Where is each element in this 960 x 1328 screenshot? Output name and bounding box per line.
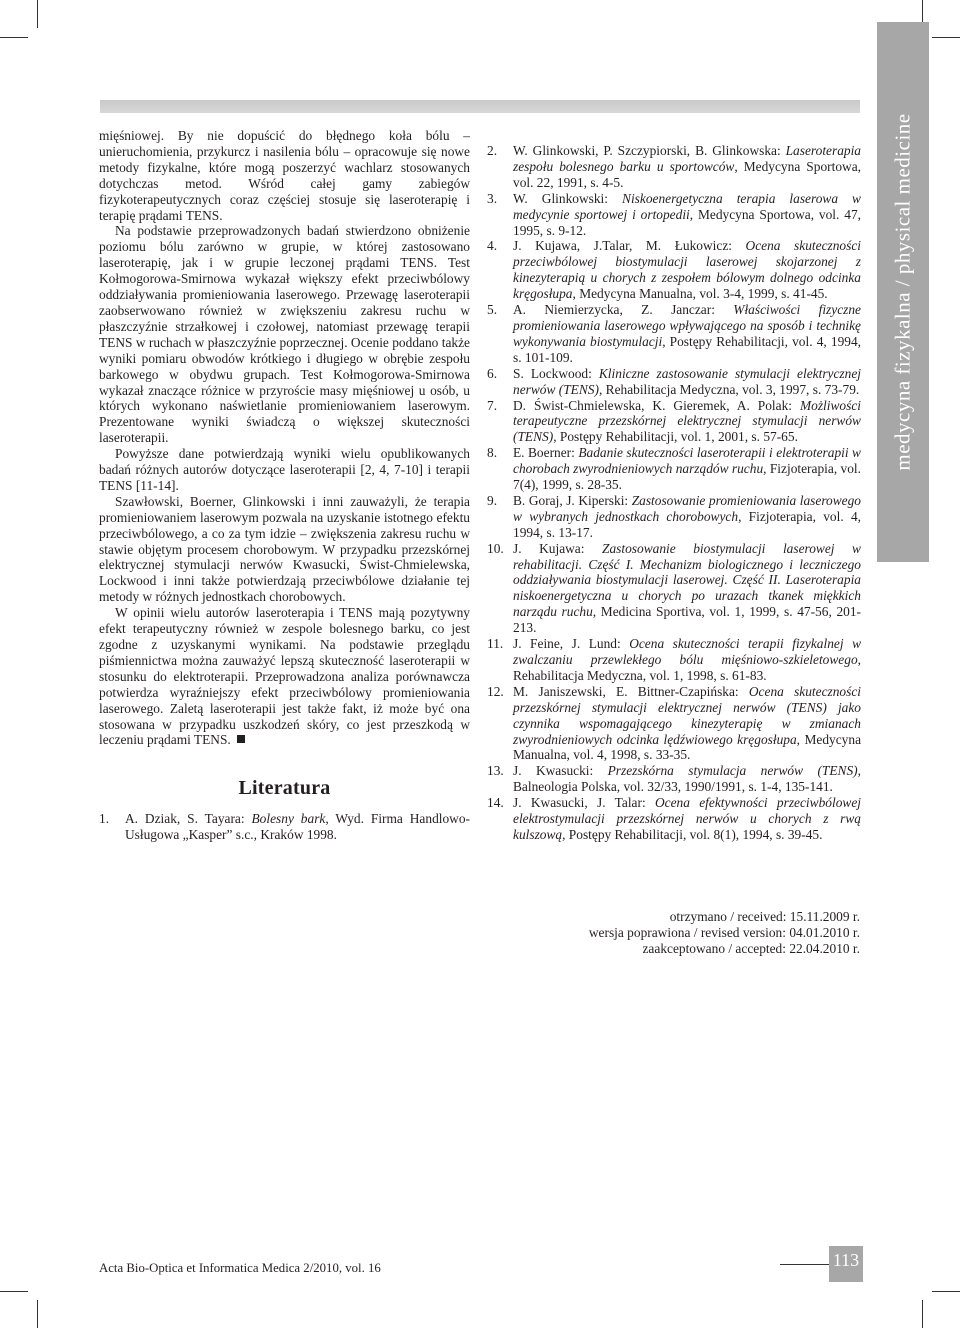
reference-item	[487, 398, 861, 446]
date-revised: wersja poprawiona / revised version: 04.01.2010 r.	[588, 924, 860, 940]
body-paragraph: Szawłowski, Boerner, Glinkowski i inni zauważyli, że terapia promieniowaniem laserowym pozwala na uzyskanie istotnego efektu przeciwbólowego, a co za tym idzie – zwiększenia zakresu ruchu w stawie objętym procesem chorobowym. W przypadku przezskórnej elektrycznej stymulacji nerwów Kwasucki, Świst-Chmielewska, Lockwood i inni także potwierdzają przeciwbólowe działanie tej metody w różnych jednostkach chorobowych.	[99, 493, 470, 605]
reference-number: 3.	[487, 190, 498, 206]
reference-item	[99, 811, 470, 843]
reference-item	[487, 684, 861, 764]
literature-heading: Literatura	[238, 777, 331, 800]
reference-text: W. Glinkowski: Niskoenergetyczna terapia laserowa w medycynie sportowej i ortopedii, Medycyna Sportowa, vol. 47, 1995, s. 9-12.	[513, 190, 861, 238]
reference-text: J. Kujawa, J.Talar, M. Łukowicz: Ocena skuteczności przeciwbólowej biostymulacji laserowej skojarzonej z kinezyterapią u chorych z zespołem bólowym dolnego odcinka kręgosłupa, Medycyna Manualna, vol. 3-4, 1999, s. 41-45.	[513, 238, 861, 302]
reference-text: J. Kwasucki, J. Talar: Ocena efektywności przeciwbólowej elektrostymulacji przezskórnej nerwów u chorych z rwą kulszową, Postępy Rehabilitacji, vol. 8(1), 1994, s. 39-45.	[513, 795, 861, 842]
reference-list	[487, 143, 861, 843]
crop-mark	[922, 1300, 923, 1328]
journal-footer: Acta Bio-Optica et Informatica Medica 2/2010, vol. 16	[99, 1261, 381, 1275]
reference-item	[487, 795, 861, 843]
reference-number: 10.	[487, 540, 504, 556]
crop-mark	[0, 1291, 28, 1292]
reference-number: 6.	[487, 365, 498, 381]
date-received: otrzymano / received: 15.11.2009 r.	[669, 909, 860, 924]
reference-number: 14.	[487, 795, 504, 811]
crop-mark	[932, 37, 960, 38]
reference-number: 5.	[487, 302, 498, 318]
page-number-box	[829, 1246, 863, 1282]
reference-item	[487, 493, 861, 541]
section-tab	[877, 22, 929, 562]
crop-mark	[37, 1300, 38, 1328]
crop-mark	[37, 0, 38, 28]
reference-text: J. Feine, J. Lund: Ocena skuteczności terapii fizykalnej w zwalczaniu przewlekłego bólu mięśniowo-szkieletowego, Rehabilitacja Medyczna, vol. 1, 1998, s. 61-83.	[513, 636, 861, 683]
reference-item	[487, 763, 861, 795]
reference-text: S. Lockwood: Kliniczne zastosowanie stymulacji elektrycznej nerwów (TENS), Rehabilitacja Medyczna, vol. 3, 1997, s. 73-79.	[513, 365, 861, 397]
reference-item	[487, 238, 861, 302]
header-bar	[100, 100, 860, 113]
reference-text: J. Kwasucki: Przezskórna stymulacja nerwów (TENS), Balneologia Polska, vol. 32/33, 1990/1991, s. 1-4, 135-141.	[513, 763, 861, 795]
reference-text: M. Janiszewski, E. Bittner-Czapińska: Ocena skuteczności przezskórnej stymulacji elektrycznej nerwów (TENS) jako czynnika wspomagającego kinezyterapię w zmianach zwyrodnieniowych odcinka lędźwiowego kręgosłupa, Medycyna Manualna, vol. 4, 1998, s. 33-35.	[513, 683, 862, 763]
reference-number: 2.	[487, 143, 498, 158]
body-paragraph-text: W opinii wielu autorów laseroterapia i TENS mają pozytywny efekt terapeutyczny również w zespole bolesnego barku, co jest zgodne z uzyskanymi wynikami. Na podstawie przeglądu piśmiennictwa można zauważyć lepszą skuteczność laseroterapii w stosunku do elektroterapii. Przeprowadzona analiza porównawcza potwierdza wyraźniejszy efekt przeciwbólowy promieniowania laserowego. Zaletą laseroterapii jest także fakt, iż może być ona stosowana w przypadku uszkodzeń skóry, co jest przeszkodą w leczeniu prądami TENS.	[99, 605, 470, 748]
reference-text: J. Kujawa: Zastosowanie biostymulacji laserowej w rehabilitacji. Część I. Mechanizm biologicznego i leczniczego oddziaływania biostymulacji laserowej. Część II. Laseroterapia niskoenergetyczna u chorych po urazach tkanek miękkich narządu ruchu, Medicina Sportiva, vol. 1, 1999, s. 47-56, 201-213.	[513, 540, 861, 636]
page-number: 113	[832, 1250, 860, 1270]
section-tab-label: medycyna fizykalna / physical medicine	[890, 113, 915, 471]
reference-list	[99, 811, 470, 843]
reference-item	[487, 541, 861, 636]
reference-text: B. Goraj, J. Kiperski: Zastosowanie promieniowania laserowego w wybranych jednostkach chorobowych, Fizjoterapia, vol. 4, 1994, s. 13-17.	[513, 492, 861, 540]
reference-number: 7.	[487, 397, 498, 413]
reference-number: 1.	[99, 811, 110, 827]
article-dates	[520, 909, 860, 957]
date-accepted: zaakceptowano / accepted: 22.04.2010 r.	[642, 940, 860, 956]
reference-text: D. Świst-Chmielewska, K. Gieremek, A. Polak: Możliwości terapeutyczne przezskórnej elektrycznej stymulacji nerwów (TENS), Postępy Rehabilitacji, vol. 1, 2001, s. 57-65.	[513, 397, 861, 445]
reference-item	[487, 143, 861, 191]
reference-number: 4.	[487, 238, 498, 254]
reference-item	[487, 191, 861, 239]
right-column	[487, 143, 861, 843]
reference-number: 12.	[487, 683, 504, 699]
reference-item	[487, 636, 861, 684]
reference-number: 9.	[487, 492, 498, 508]
body-paragraph: Na podstawie przeprowadzonych badań stwierdzono obniżenie poziomu bólu zarówno w grupie, w której zastosowano laseroterapię, jak i w grupie leczonej prądami TENS. Test Kołmogorowa-Smirnowa wykazał większy efekt przeciwbólowy oddziaływania promieniowania laserowego. Przewagę laseroterapii zaobserwowano również w zwiększeniu zakresu ruchu w płaszczyźnie strzałkowej i czołowej, natomiast przewagę terapii TENS w ruchach w płaszczyźnie poprzecznej. Ocenie poddano także wyniki pomiaru obwodów krótkiego i długiego w obrębie zespołu barkowego w obydwu grupach. Test Kołmogorowa-Smirnowa wykazał znaczące różnice w przyroście masy mięśniowej u osób, u których wykonano naświetlanie promieniowaniem laserowym. Prezentowane wyniki świadczą o większej skuteczności laseroterapii.	[99, 223, 470, 446]
end-mark-icon	[237, 735, 245, 743]
reference-number: 8.	[487, 445, 498, 461]
reference-number: 11.	[487, 636, 504, 652]
reference-text: E. Boerner: Badanie skuteczności laseroterapii i elektroterapii w chorobach zwyrodnieniowych narządów ruchu, Fizjoterapia, vol. 7(4), 1999, s. 28-35.	[513, 445, 861, 493]
reference-item	[487, 366, 861, 398]
reference-item	[487, 445, 861, 493]
crop-mark	[0, 37, 28, 38]
reference-number: 13.	[487, 763, 504, 779]
crop-mark	[932, 1291, 960, 1292]
reference-text: A. Dziak, S. Tayara: Bolesny bark, Wyd. Firma Handlowo-Usługowa „Kasper” s.c., Kraków 1998.	[125, 811, 471, 843]
body-paragraph: mięśniowej. By nie dopuścić do błędnego koła bólu – unieruchomienia, przykurcz i nasilenia bólu – opracowuje się nowe metody fizykalne, które mogą poszerzyć wachlarz stosowanych dotychczas metod. Wśród całej gamy zabiegów fizykoterapeutycznych coraz częściej stosuje się laseroterapię i terapię prądami TENS.	[99, 128, 470, 223]
reference-text: A. Niemierzycka, Z. Janczar: Właściwości fizyczne promieniowania laserowego wpływającego na sposób i technikę wykonywania biostymulacji, Postępy Rehabilitacji, vol. 4, 1994, s. 101-109.	[513, 302, 862, 365]
reference-item	[487, 302, 861, 366]
body-paragraph: Powyższe dane potwierdzają wyniki wielu opublikowanych badań różnych autorów dotyczące laseroterapii [2, 4, 7-10] i terapii TENS [11-14].	[99, 446, 470, 493]
reference-text: W. Glinkowski, P. Szczypiorski, B. Glinkowska: Laseroterapia zespołu bolesnego barku u sportowców, Medycyna Sportowa, vol. 22, 1991, s. 4-5.	[513, 143, 861, 190]
body-paragraph-last	[99, 605, 470, 748]
left-column	[99, 128, 470, 843]
